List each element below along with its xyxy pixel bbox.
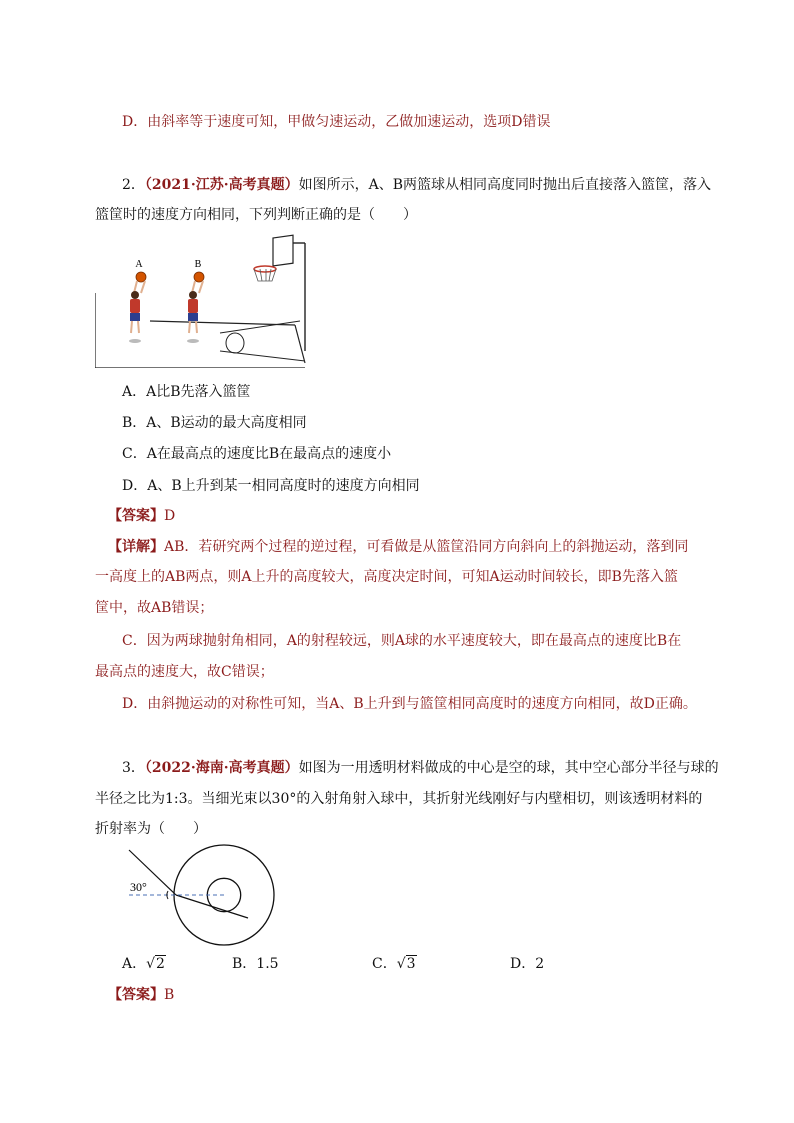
q2-answer-tag: 【答案】	[108, 508, 164, 524]
refracted-ray	[176, 895, 248, 918]
label-b: B	[194, 259, 202, 270]
q2-detail-tag: 【详解】	[108, 539, 164, 555]
q3-option-a-radicand: 2	[156, 956, 165, 972]
q2-stem-1: 如图所示，A、B两篮球从相同高度同时抛出后直接落入篮筐，落入	[298, 177, 712, 193]
q2-basketball-figure	[95, 233, 310, 368]
q2-detail-line-5: 最高点的速度大，故C错误；	[95, 664, 274, 680]
angle-label: 30°	[130, 880, 147, 894]
q2-detail-1: AB．若研究两个过程的逆过程，可看做是从篮筐沿同方向斜向上的斜抛运动，落到同	[164, 539, 689, 555]
ball-b	[194, 272, 204, 282]
q3-option-c[interactable]	[372, 954, 417, 974]
q3-option-d[interactable]: D．2	[510, 956, 545, 972]
label-a: A	[135, 259, 143, 270]
q2-option-d[interactable]: D．A、B上升到某一相同高度时的速度方向相同	[122, 478, 420, 494]
q3-stem-line-1	[122, 758, 719, 778]
q2-answer-value: D	[164, 508, 176, 524]
backboard	[273, 235, 293, 266]
q3-sphere-figure	[124, 843, 284, 953]
q3-source: （2022·海南·高考真题）	[144, 760, 299, 776]
q2-answer	[108, 506, 175, 526]
q3-answer	[108, 985, 174, 1005]
sqrt-symbol: √2	[146, 956, 165, 972]
q2-detail-line-1	[108, 537, 688, 557]
q3-answer-value: B	[164, 987, 175, 1003]
q3-option-a[interactable]	[122, 954, 166, 974]
q3-stem-1: 如图为一用透明材料做成的中心是空的球，其中空心部分半径与球的	[298, 760, 719, 776]
q2-option-b[interactable]: B．A、B运动的最大高度相同	[122, 415, 307, 431]
ball-a	[136, 272, 146, 282]
court-floor	[95, 318, 305, 353]
q3-number: 3．	[122, 760, 145, 776]
q3-option-b[interactable]: B．1.5	[232, 956, 279, 972]
q2-number: 2．	[122, 177, 145, 193]
q3-answer-tag: 【答案】	[108, 987, 164, 1003]
q2-option-c[interactable]: C．A在最高点的速度比B在最高点的速度小	[122, 446, 392, 462]
prev-answer-line-d: D．由斜率等于速度可知，甲做匀速运动，乙做加速运动，选项D错误	[122, 114, 551, 130]
q2-source: （2021·江苏·高考真题）	[144, 177, 299, 193]
sqrt-symbol: √3	[396, 956, 416, 972]
q2-detail-line-3: 筐中，故AB错误；	[95, 600, 214, 616]
q3-option-c-radicand: 3	[406, 956, 416, 972]
q2-detail-line-6: D．由斜抛运动的对称性可知，当A、B上升到与篮筐相同高度时的速度方向相同，故D正确。	[122, 696, 697, 712]
q2-option-a[interactable]: A．A比B先落入篮筐	[122, 384, 251, 400]
q2-detail-line-2: 一高度上的AB两点，则A上升的高度较大，高度决定时间，可知A运动时间较长，即B先落入篮	[95, 569, 678, 585]
hoop-rim	[254, 266, 276, 272]
q2-detail-line-4: C．因为两球抛射角相同，A的射程较远，则A球的水平速度较大，即在最高点的速度比B在	[122, 633, 682, 649]
q3-stem-line-3: 折射率为（ ）	[95, 821, 207, 837]
q2-stem-line-2: 篮筐时的速度方向相同，下列判断正确的是（ ）	[95, 207, 417, 223]
q2-stem-line-1	[122, 175, 711, 195]
q3-stem-line-2: 半径之比为1:3。当细光束以30°的入射角射入球中，其折射光线刚好与内壁相切，则该透明材料的	[95, 791, 703, 807]
q3-option-c-prefix: C．	[372, 956, 397, 972]
q3-option-a-prefix: A．	[122, 956, 147, 972]
